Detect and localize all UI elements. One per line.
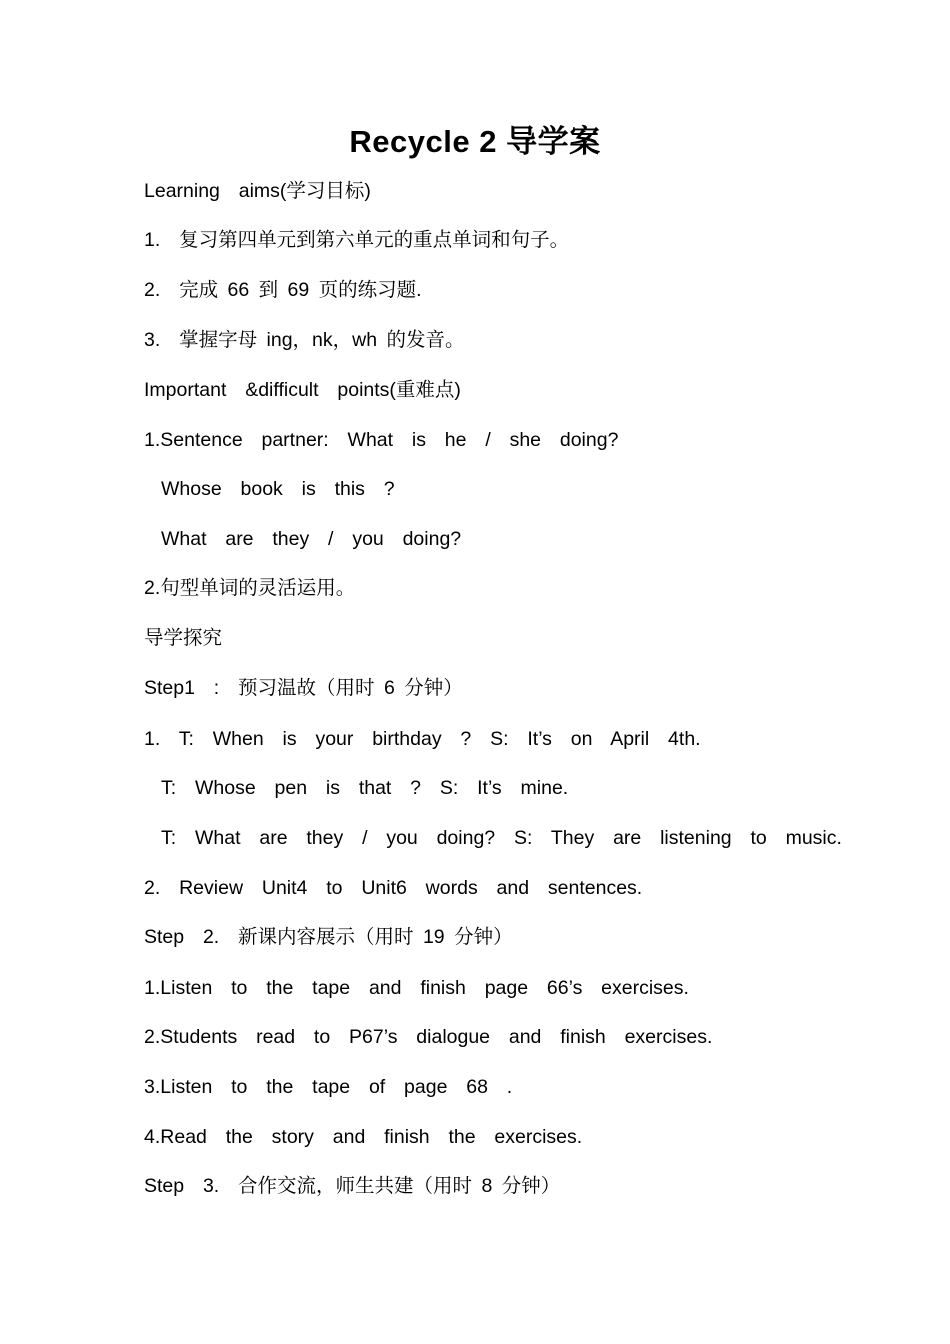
- step1-line: 2. Review Unit4 to Unit6 words and sentences.: [144, 877, 643, 899]
- step2-heading: Step 2. 新课内容展示（用时 19 分钟）: [144, 926, 513, 948]
- step2-line: 2.Students read to P67’s dialogue and finish exercises.: [144, 1026, 713, 1048]
- step1-line: T: What are they / you doing? S: They are listening to music.: [161, 827, 842, 849]
- step1-heading: Step1 : 预习温故（用时 6 分钟）: [144, 677, 463, 699]
- aim-item: 3. 掌握字母 ing，nk，wh 的发音。: [144, 329, 465, 351]
- step2-line: 4.Read the story and finish the exercises.: [144, 1126, 583, 1148]
- explore-heading: 导学探究: [144, 627, 223, 649]
- point-item: 1.Sentence partner: What is he / she doing?: [144, 429, 619, 451]
- step3-heading: Step 3. 合作交流，师生共建（用时 8 分钟）: [144, 1175, 561, 1197]
- step1-line: T: Whose pen is that ? S: It’s mine.: [161, 777, 569, 799]
- step2-line: 3.Listen to the tape of page 68 .: [144, 1076, 513, 1098]
- aim-item: 1. 复习第四单元到第六单元的重点单词和句子。: [144, 229, 570, 251]
- document-title: Recycle 2 导学案: [349, 124, 601, 159]
- points-heading: Important &difficult points(重难点): [144, 379, 461, 401]
- point-item: What are they / you doing?: [161, 528, 462, 550]
- aims-heading: Learning aims(学习目标): [144, 180, 371, 202]
- step1-line: 1. T: When is your birthday ? S: It’s on April 4th.: [144, 728, 701, 750]
- point-item: 2.句型单词的灵活运用。: [144, 577, 356, 599]
- aim-item: 2. 完成 66 到 69 页的练习题.: [144, 279, 422, 301]
- point-item: Whose book is this ?: [161, 478, 395, 500]
- step2-line: 1.Listen to the tape and finish page 66’s exercises.: [144, 977, 689, 999]
